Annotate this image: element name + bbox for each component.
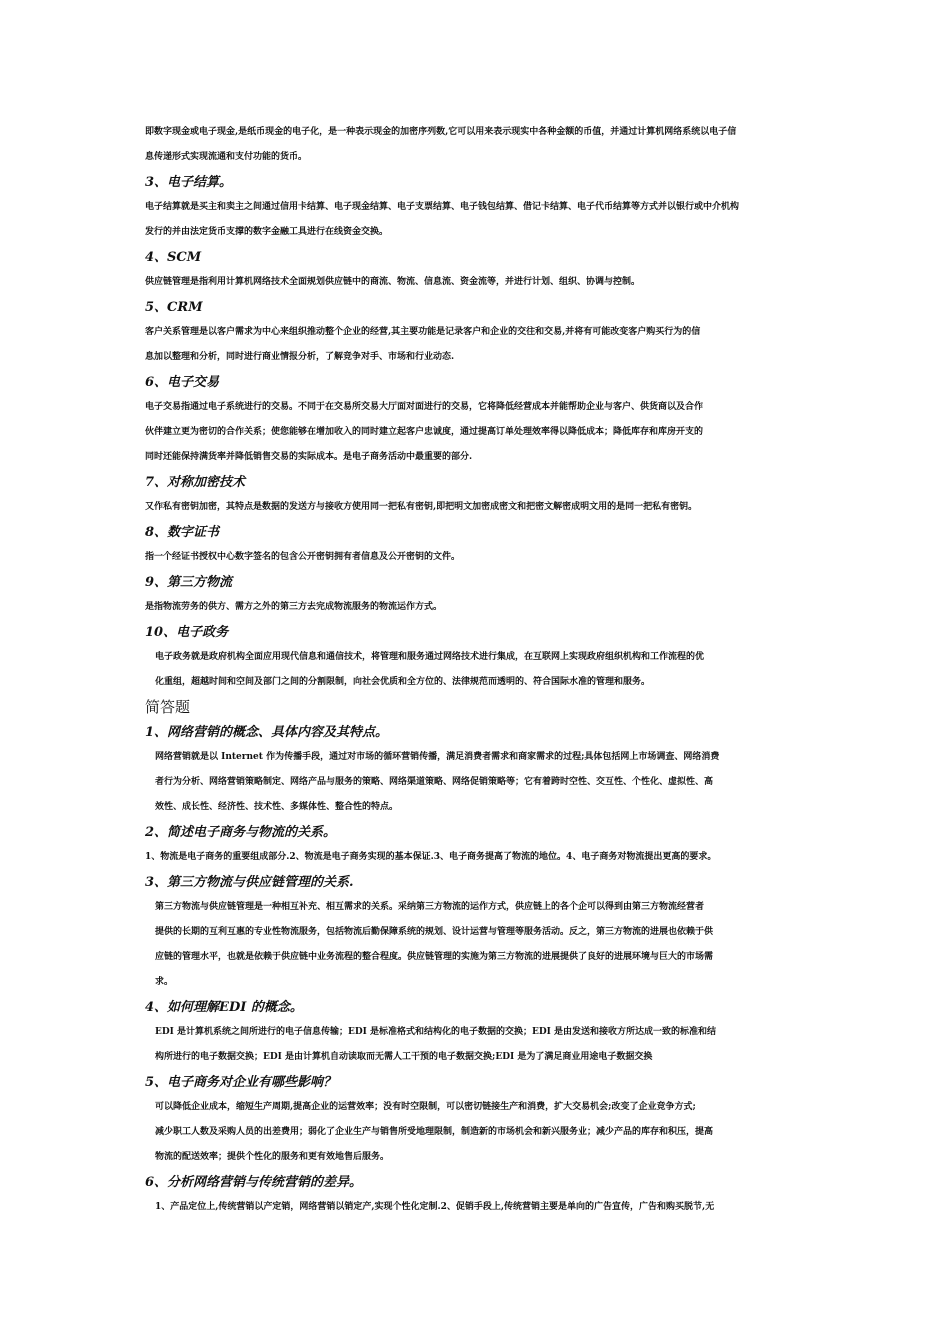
section-title: 简答题 xyxy=(145,698,191,716)
paragraph xyxy=(145,545,835,570)
item-heading: 6、分析网络营销与传统营销的差异。 xyxy=(145,1175,363,1190)
paragraph-line: 电子政务就是政府机构全面应用现代信息和通信技术，将管理和服务通过网络技术进行集成，在互联网上实现政府组织机构和工作流程的优 xyxy=(155,652,705,662)
paragraph-line: 可以降低企业成本，缩短生产周期,提高企业的运营效率；没有时空限制，可以密切链接生产和消费，扩大交易机会;改变了企业竞争方式; xyxy=(155,1102,696,1112)
item-heading: 9、第三方物流 xyxy=(145,575,233,590)
item-heading: 8、数字证书 xyxy=(145,525,220,540)
item-heading: 5、CRM xyxy=(145,300,203,315)
paragraph xyxy=(145,270,835,295)
item-heading: 1、网络营销的概念、具体内容及其特点。 xyxy=(145,725,389,740)
paragraph-line: 1、物流是电子商务的重要组成部分.2、物流是电子商务实现的基本保证.3、电子商务提高了物流的地位。4、电子商务对物流提出更高的要求。 xyxy=(145,852,717,862)
paragraph xyxy=(145,195,835,245)
item-heading: 10、电子政务 xyxy=(145,625,229,640)
paragraph-line: 伙伴建立更为密切的合作关系；使您能够在增加收入的同时建立起客户忠诚度，通过提高订单处理效率得以降低成本；降低库存和库房开支的 xyxy=(145,427,704,437)
paragraph xyxy=(145,745,835,820)
paragraph-line: 同时还能保持满货率并降低销售交易的实际成本。是电子商务活动中最重要的部分. xyxy=(145,452,473,462)
paragraph-line: 网络营销就是以 Internet 作为传播手段，通过对市场的循环营销传播，满足消费者需求和商家需求的过程;具体包括网上市场调查、网络消费 xyxy=(155,752,720,762)
paragraph xyxy=(145,595,835,620)
paragraph xyxy=(145,320,835,370)
item-heading: 5、电子商务对企业有哪些影响？ xyxy=(145,1075,337,1090)
paragraph xyxy=(145,120,835,170)
paragraph-line: 电子结算就是买主和卖主之间通过信用卡结算、电子现金结算、电子支票结算、电子钱包结算、借记卡结算、电子代币结算等方式并以银行或中介机构 xyxy=(145,202,740,212)
paragraph-line: 应链的管理水平，也就是依赖于供应链中业务流程的整合程度。供应链管理的实施为第三方物流的进展提供了良好的进展环境与巨大的市场需 xyxy=(155,952,714,962)
paragraph-line: 求。 xyxy=(155,977,174,987)
paragraph xyxy=(145,1095,835,1170)
paragraph-line: 第三方物流与供应链管理是一种相互补充、相互需求的关系。采纳第三方物流的运作方式，供应链上的各个企可以得到由第三方物流经营者 xyxy=(155,902,705,912)
item-heading: 2、简述电子商务与物流的关系。 xyxy=(145,825,337,840)
item-heading: 4、SCM xyxy=(145,250,202,265)
paragraph-line: 减少职工人数及采购人员的出差费用；弱化了企业生产与销售所受地理限制，制造新的市场机会和新兴服务业；减少产品的库存和积压，提高 xyxy=(155,1127,714,1137)
paragraph-line: EDI 是计算机系统之间所进行的电子信息传输；EDI 是标准格式和结构化的电子数据的交换；EDI 是由发送和接收方所达成一致的标准和结 xyxy=(155,1027,717,1037)
paragraph-line: 又作私有密钥加密，其特点是数据的发送方与接收方使用同一把私有密钥,即把明文加密成密文和把密文解密成明文用的是同一把私有密钥。 xyxy=(145,502,698,512)
paragraph xyxy=(145,495,835,520)
paragraph-line: 者行为分析、网络营销策略制定、网络产品与服务的策略、网络渠道策略、网络促销策略等；它有着跨时空性、交互性、个性化、虚拟性、高 xyxy=(155,777,714,787)
paragraph-line: 效性、成长性、经济性、技术性、多媒体性、整合性的特点。 xyxy=(155,802,399,812)
paragraph-line: 息加以整理和分析，同时进行商业情报分析，了解竞争对手、市场和行业动态. xyxy=(145,352,455,362)
paragraph xyxy=(145,1195,835,1220)
paragraph-line: 物流的配送效率；提供个性化的服务和更有效地售后服务。 xyxy=(155,1152,390,1162)
paragraph xyxy=(145,845,835,870)
item-heading: 4、如何理解EDI 的概念。 xyxy=(145,1000,303,1015)
paragraph-line: 提供的长期的互利互惠的专业性物流服务，包括物流后勤保障系统的规划、设计运营与管理等服务活动。反之，第三方物流的进展也依赖于供 xyxy=(155,927,714,937)
paragraph xyxy=(145,895,835,995)
paragraph-line: 即数字现金或电子现金,是纸币现金的电子化，是一种表示现金的加密序列数,它可以用来表示现实中各种金额的币值，并通过计算机网络系统以电子信 xyxy=(145,127,737,137)
paragraph-line: 是指物流劳务的供方、需方之外的第三方去完成物流服务的物流运作方式。 xyxy=(145,602,443,612)
document-body xyxy=(145,120,835,1220)
paragraph xyxy=(145,395,835,470)
item-heading: 6、电子交易 xyxy=(145,375,220,390)
paragraph-line: 1、产品定位上,传统营销以产定销，网络营销以销定产,实现个性化定制.2、促销手段上,传统营销主要是单向的广告宣传，广告和购买脱节,无 xyxy=(155,1202,715,1212)
paragraph xyxy=(145,645,835,695)
paragraph-line: 化重组，超越时间和空间及部门之间的分割限制，向社会优质和全方位的、法律规范而透明的、符合国际水准的管理和服务。 xyxy=(155,677,651,687)
item-heading: 7、对称加密技术 xyxy=(145,475,246,490)
item-heading: 3、第三方物流与供应链管理的关系. xyxy=(145,875,354,890)
paragraph-line: 发行的并由法定货币支撑的数字金融工具进行在线资金交换。 xyxy=(145,227,389,237)
paragraph xyxy=(145,1020,835,1070)
paragraph-line: 供应链管理是指利用计算机网络技术全面规划供应链中的商流、物流、信息流、资金流等，并进行计划、组织、协调与控制。 xyxy=(145,277,641,287)
paragraph-line: 指一个经证书授权中心数字签名的包含公开密钥拥有者信息及公开密钥的文件。 xyxy=(145,552,461,562)
paragraph-line: 构所进行的电子数据交换；EDI 是由计算机自动读取而无需人工干预的电子数据交换;EDI 是为了满足商业用途电子数据交换 xyxy=(155,1052,653,1062)
paragraph-line: 客户关系管理是以客户需求为中心来组织推动整个企业的经营,其主要功能是记录客户和企业的交往和交易,并将有可能改变客户购买行为的信 xyxy=(145,327,701,337)
item-heading: 3、电子结算。 xyxy=(145,175,233,190)
paragraph-line: 息传递形式实现流通和支付功能的货币。 xyxy=(145,152,308,162)
paragraph-line: 电子交易指通过电子系统进行的交易。不同于在交易所交易大厅面对面进行的交易，它将降低经营成本并能帮助企业与客户、供货商以及合作 xyxy=(145,402,704,412)
